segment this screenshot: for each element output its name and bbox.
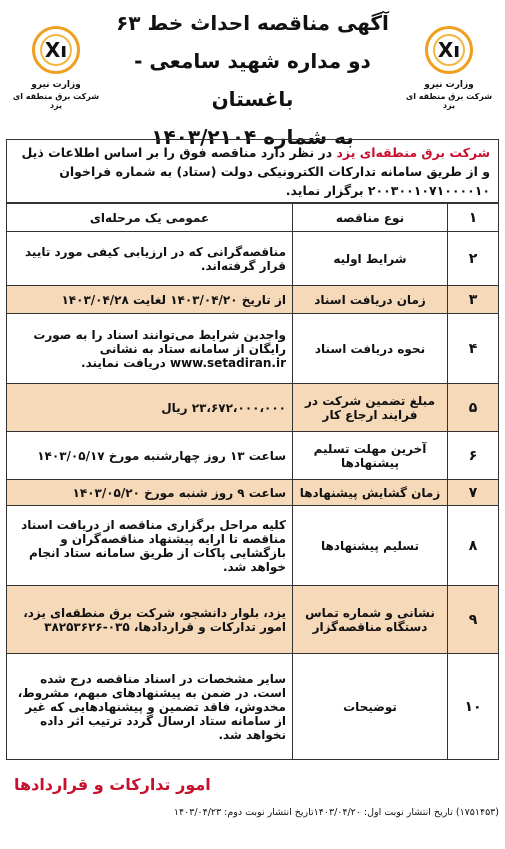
- table-row: [7, 232, 499, 286]
- row-label: زمان دریافت اسناد: [293, 286, 448, 314]
- table-row: [7, 432, 499, 480]
- logo-right: [401, 26, 497, 122]
- row-number: ۶: [448, 432, 499, 480]
- logo-left: [8, 26, 104, 122]
- row-value: ساعت ۹ روز شنبه مورخ ۱۴۰۳/۰۵/۲۰: [7, 480, 293, 506]
- intro-text: در نظر دارد مناقصه فوق را بر اساس اطلاعات ذیل و از طریق سامانه تدارکات الکترونیکی دولت (ستاد) به شماره فراخوان ۲۰۰۳۰۰۱۰۷۱۰۰۰۰۱۰ برگزار نماید.: [21, 145, 490, 198]
- row-value: از تاریخ ۱۴۰۳/۰۴/۲۰ لغایت ۱۴۰۳/۰۴/۲۸: [7, 286, 293, 314]
- tavanir-logo-icon: Xı: [425, 26, 473, 74]
- intro-paragraph: [6, 139, 499, 203]
- row-value: کلیه مراحل برگزاری مناقصه از دریافت اسناد مناقصه تا ارایه پیشنهاد مناقصه‌گران و بازگشایی پاکات از طریق سامانه ستاد انجام خواهد شد.: [7, 506, 293, 586]
- row-number: ۸: [448, 506, 499, 586]
- table-row: [7, 480, 499, 506]
- row-number: ۹: [448, 586, 499, 654]
- row-label: تسلیم پیشنهادها: [293, 506, 448, 586]
- row-number: ۷: [448, 480, 499, 506]
- row-value: عمومی یک مرحله‌ای: [7, 204, 293, 232]
- row-label: شرایط اولیه: [293, 232, 448, 286]
- row-label: نوع مناقصه: [293, 204, 448, 232]
- table-row: [7, 654, 499, 760]
- row-number: ۱: [448, 204, 499, 232]
- logo-right-ministry: وزارت نیرو: [424, 80, 474, 90]
- row-value: واجدین شرایط می‌توانند اسناد را به صورت رایگان از سامانه ستاد به نشانی www.setadiran.ir دریافت نمایند.: [7, 314, 293, 384]
- row-label: زمان گشایش پیشنهادها: [293, 480, 448, 506]
- table-row: [7, 286, 499, 314]
- notice-title: [112, 4, 393, 156]
- title-line-1: آگهی مناقصه احداث خط ۶۳: [116, 11, 389, 35]
- table-row: [7, 314, 499, 384]
- table-row: [7, 384, 499, 432]
- row-label: نشانی و شماره تماس دستگاه مناقصه‌گزار: [293, 586, 448, 654]
- table-row: [7, 204, 499, 232]
- table-row: [7, 506, 499, 586]
- row-label: مبلغ تضمین شرکت در فرایند ارجاع کار: [293, 384, 448, 432]
- row-value: سایر مشخصات در اسناد مناقصه درج شده است. در ضمن به پیشنهادهای مبهم، مشروط، مخدوش، فاقد تضمین و پیشنهادهایی که غیر از سامانه ستاد ارسال گردد ترتیب اثر داده نخواهد شد.: [7, 654, 293, 760]
- row-number: ۵: [448, 384, 499, 432]
- table-row: [7, 586, 499, 654]
- row-number: ۱۰: [448, 654, 499, 760]
- row-number: ۴: [448, 314, 499, 384]
- logo-right-company: شرکت برق منطقه ای یزد: [405, 92, 493, 110]
- row-label: توضیحات: [293, 654, 448, 760]
- row-value: یزد، بلوار دانشجو، شرکت برق منطقه‌ای یزد، امور تدارکات و قراردادها، ۰۳۵-۳۸۲۵۳۶۲۶: [7, 586, 293, 654]
- procurement-department: امور تدارکات و قراردادها: [14, 775, 211, 794]
- row-label: نحوه دریافت اسناد: [293, 314, 448, 384]
- row-number: ۳: [448, 286, 499, 314]
- tender-details-table: [6, 203, 499, 760]
- publish-info: (۱۷۵۱۴۵۳) تاریخ انتشار نوبت اول: ۱۴۰۳/۰۴/۲۰تاریخ انتشار نوبت دوم: ۱۴۰۳/۰۴/۲۳: [173, 807, 499, 818]
- title-line-3: به شماره ۱۴۰۳/۲۱۰۴: [151, 125, 354, 149]
- row-value: ساعت ۱۳ روز چهارشنبه مورخ ۱۴۰۳/۰۵/۱۷: [7, 432, 293, 480]
- row-value: ۲۳،۶۷۲،۰۰۰،۰۰۰ ریال: [7, 384, 293, 432]
- row-value: مناقصه‌گرانی که در ارزیابی کیفی مورد تایید قرار گرفته‌اند.: [7, 232, 293, 286]
- logo-left-company: شرکت برق منطقه ای یزد: [12, 92, 100, 110]
- logo-left-ministry: وزارت نیرو: [31, 80, 81, 90]
- row-label: آخرین مهلت تسلیم پیشنهادها: [293, 432, 448, 480]
- title-line-2: دو مداره شهید سامعی - باغستان: [134, 49, 371, 111]
- tavanir-logo-icon: Xı: [32, 26, 80, 74]
- intro-org-name: شرکت برق منطقه‌ای یزد: [336, 145, 490, 160]
- row-number: ۲: [448, 232, 499, 286]
